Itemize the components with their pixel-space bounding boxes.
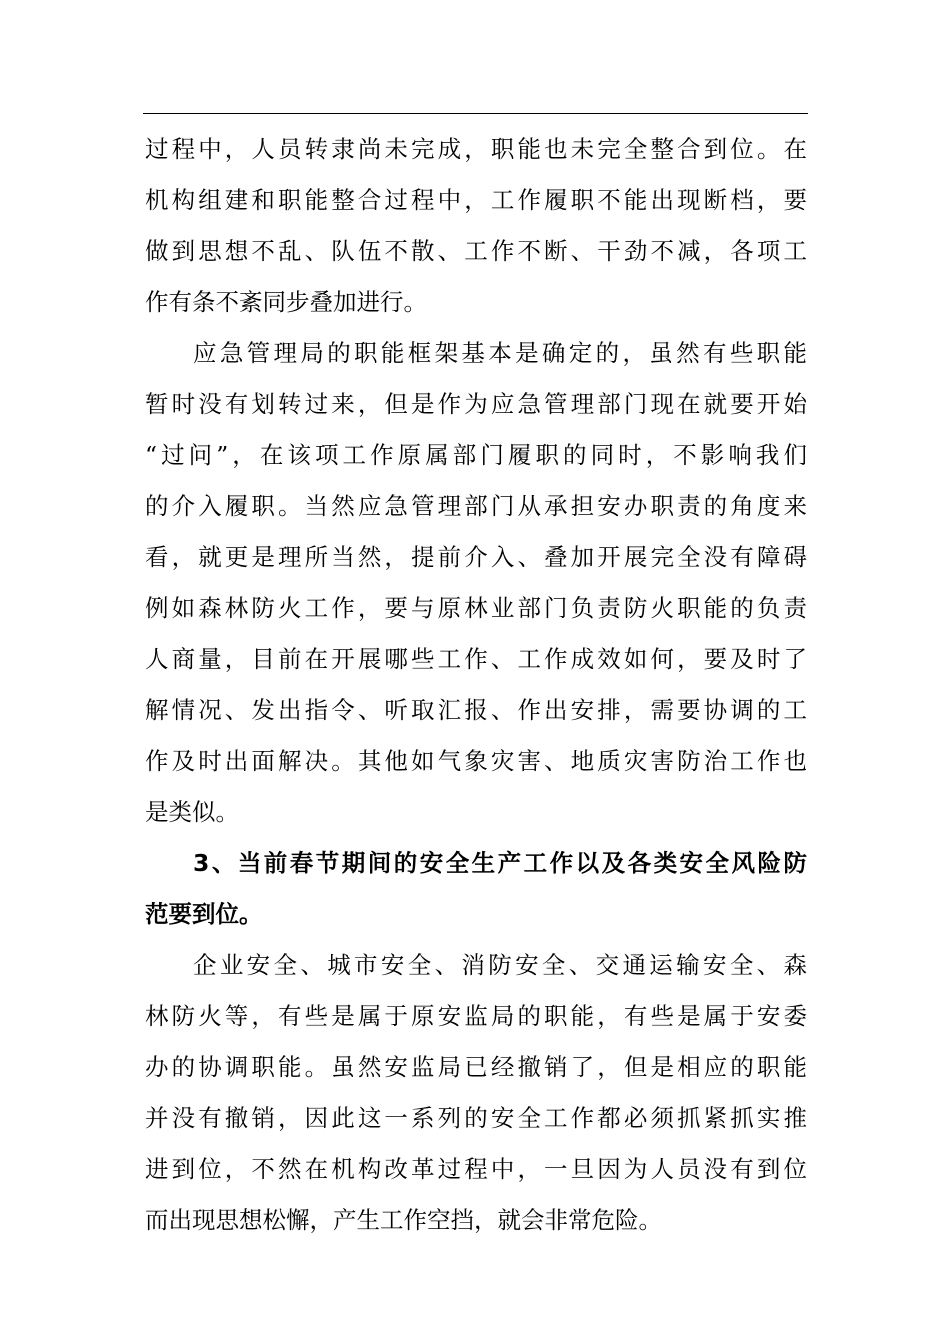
- paragraph-line: 应急管理局的职能框架基本是确定的，虽然有些职能: [193, 339, 807, 367]
- paragraph-line: “过问”，在该项工作原属部门履职的同时，不影响我们: [145, 441, 807, 469]
- paragraph-line: 的介入履职。当然应急管理部门从承担安办职责的角度来: [145, 492, 807, 520]
- paragraph-line: 暂时没有划转过来，但是作为应急管理部门现在就要开始: [145, 390, 807, 418]
- paragraph-line: 是类似。: [145, 798, 239, 826]
- paragraph-line: 进到位，不然在机构改革过程中，一旦因为人员没有到位: [145, 1155, 807, 1183]
- document-body: [145, 124, 807, 1246]
- paragraph-line: 办的协调职能。虽然安监局已经撤销了，但是相应的职能: [145, 1053, 807, 1081]
- paragraph-line: 解情况、发出指令、听取汇报、作出安排，需要协调的工: [145, 696, 807, 724]
- paragraph-line: 做到思想不乱、队伍不散、工作不断、干劲不减，各项工: [145, 237, 807, 265]
- paragraph-line: 并没有撤销，因此这一系列的安全工作都必须抓紧抓实推: [145, 1104, 807, 1132]
- paragraph-3: [145, 940, 807, 1246]
- paragraph-line: 例如森林防火工作，要与原林业部门负责防火职能的负责: [145, 594, 807, 622]
- paragraph-line: 林防火等，有些是属于原安监局的职能，有些是属于安委: [145, 1002, 807, 1030]
- paragraph-line: 看，就更是理所当然，提前介入、叠加开展完全没有障碍: [145, 543, 807, 571]
- paragraph-line: 作及时出面解决。其他如气象灾害、地质灾害防治工作也: [145, 747, 807, 775]
- paragraph-2: [145, 328, 807, 838]
- paragraph-line: 作有条不紊同步叠加进行。: [145, 288, 427, 316]
- paragraph-line: 而出现思想松懈，产生工作空挡，就会非常危险。: [145, 1206, 662, 1234]
- heading-line: 范要到位。: [145, 900, 263, 928]
- paragraph-1: [145, 124, 807, 328]
- heading-line: 3、当前春节期间的安全生产工作以及各类安全风险防: [193, 849, 807, 877]
- paragraph-line: 人商量，目前在开展哪些工作、工作成效如何，要及时了: [145, 645, 807, 673]
- paragraph-line: 企业安全、城市安全、消防安全、交通运输安全、森: [193, 951, 807, 979]
- paragraph-line: 过程中，人员转隶尚未完成，职能也未完全整合到位。在: [145, 135, 807, 163]
- paragraph-line: 机构组建和职能整合过程中，工作履职不能出现断档，要: [145, 186, 807, 214]
- header-rule: [143, 113, 808, 114]
- section-heading: [145, 838, 807, 940]
